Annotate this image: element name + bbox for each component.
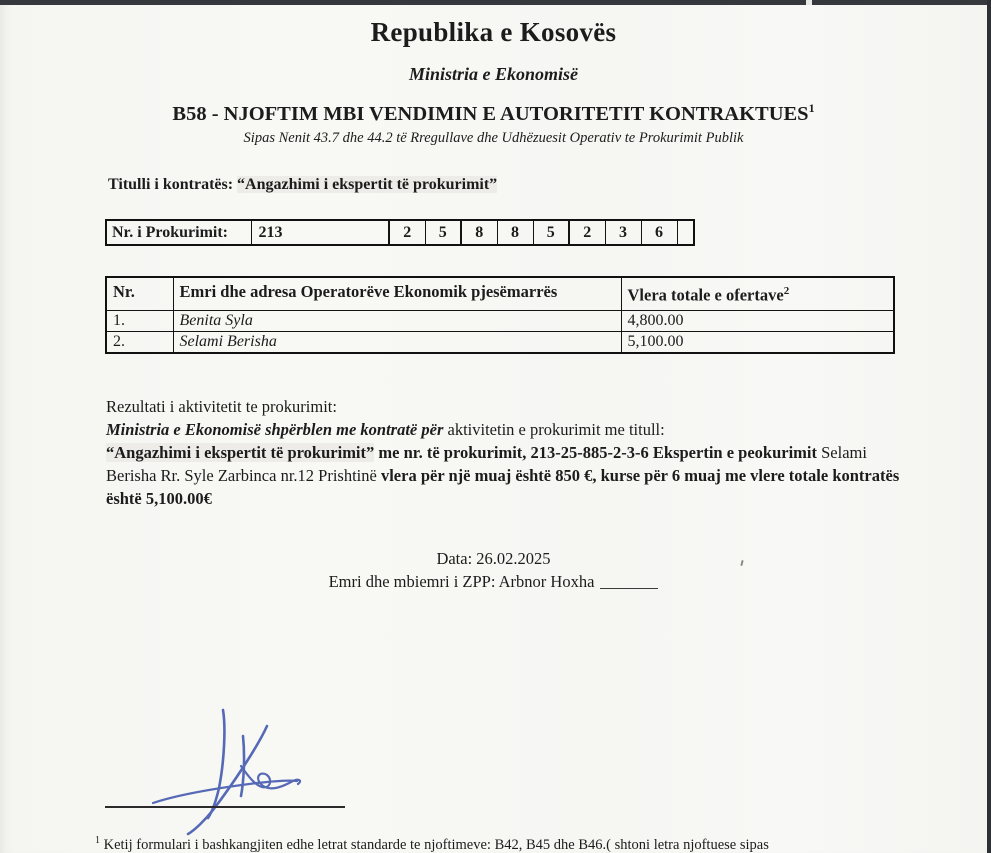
result-intro: Rezultati i aktivitetit te prokurimit:	[106, 397, 337, 416]
result-winner-details: Selami Berisha Rr. Syle Zarbinca nr.12 Prishtinë	[106, 443, 867, 485]
procurement-digit: 2	[569, 220, 605, 245]
bidder-nr: 2.	[106, 331, 173, 353]
bidder-nr: 1.	[106, 310, 173, 331]
table-row	[106, 310, 894, 331]
col-header-name: Emri dhe adresa Operatorëve Ekonomik pjesëmarrës	[173, 277, 621, 310]
ministry-name: Ministria e Ekonomisë	[408, 64, 579, 84]
procurement-digit: 3	[605, 220, 641, 245]
country-title: Republika e Kosovës	[370, 17, 617, 47]
form-subtitle: Sipas Nenit 43.7 dhe 44.2 të Rregullave dhe Udhëzuesit Operativ te Prokurimit Publik	[243, 130, 744, 146]
contract-title-line	[108, 176, 497, 194]
result-regular-1: aktivitetin e prokurimit me titull:	[447, 420, 665, 439]
signature-area	[95, 688, 375, 838]
footnote-text: Ketij formulari i bashkangjiten edhe letrat standarde te njoftimeve: B42, B45 dhe B46.( shtoni letra njoftuese sipas	[100, 836, 769, 853]
signer-line	[0, 572, 987, 592]
col-header-nr: Nr.	[106, 277, 173, 310]
bidder-name: Benita Syla	[173, 310, 621, 331]
scan-top-edge-gap	[806, 0, 812, 5]
procurement-number-label: Nr. i Prokurimit:	[106, 220, 251, 245]
col-header-value	[621, 277, 894, 310]
form-title-footnote-ref: 1	[808, 101, 815, 115]
form-title	[0, 101, 987, 126]
signer-blank-underline	[600, 588, 658, 589]
contract-title-label: Titulli i kontratës:	[108, 176, 238, 193]
contract-title-quote: “Angazhimi i ekspertit të prokurimit”	[237, 176, 498, 193]
procurement-digit: 5	[533, 220, 569, 245]
procurement-digit: 8	[497, 220, 533, 245]
result-contract-quote: “Angazhimi i ekspertit të prokurimit”	[106, 443, 375, 462]
bidders-table	[105, 276, 895, 354]
handwritten-signature-icon	[95, 688, 375, 838]
value-footnote-ref: 2	[783, 285, 790, 297]
bidder-value: 5,100.00	[621, 331, 894, 353]
table-row	[106, 331, 894, 353]
col-header-value-text: Vlera totale e ofertave	[627, 285, 784, 305]
bidder-value: 4,800.00	[621, 310, 894, 331]
procurement-digit-empty	[677, 220, 694, 245]
procurement-digit: 5	[425, 220, 461, 245]
procurement-number-table	[105, 219, 695, 246]
table-header-row	[106, 277, 894, 310]
signature-line	[105, 806, 345, 808]
procurement-digit: 8	[461, 220, 497, 245]
result-contract-value: vlera për një muaj është 850 €, kurse për 6 muaj me vlere totale kontratës është 5,100.00€	[106, 466, 900, 508]
footnote-number: 1	[95, 835, 100, 846]
form-title-text: B58 - NJOFTIM MBI VENDIMIN E AUTORITETIT KONTRAKTUES	[172, 102, 809, 125]
procurement-digit: 6	[641, 220, 677, 245]
procurement-base-number: 213	[251, 220, 389, 245]
result-awarding-entity: Ministria e Ekonomisë shpërblen me kontratë për	[106, 420, 448, 439]
footnote	[95, 831, 965, 853]
signer-name-text: Emri dhe mbiemri i ZPP: Arbnor Hoxha	[328, 572, 595, 591]
result-procurement-ref: me nr. të prokurimit, 213-25-885-2-3-6 Ekspertin e peokurimit	[374, 443, 822, 462]
procurement-digit: 2	[389, 220, 425, 245]
scan-right-edge	[987, 0, 991, 853]
table-row	[106, 220, 694, 245]
result-paragraph	[106, 395, 906, 510]
date-line: Data: 26.02.2025	[436, 549, 551, 568]
bidder-name: Selami Berisha	[173, 331, 621, 353]
scan-top-edge	[0, 0, 991, 5]
